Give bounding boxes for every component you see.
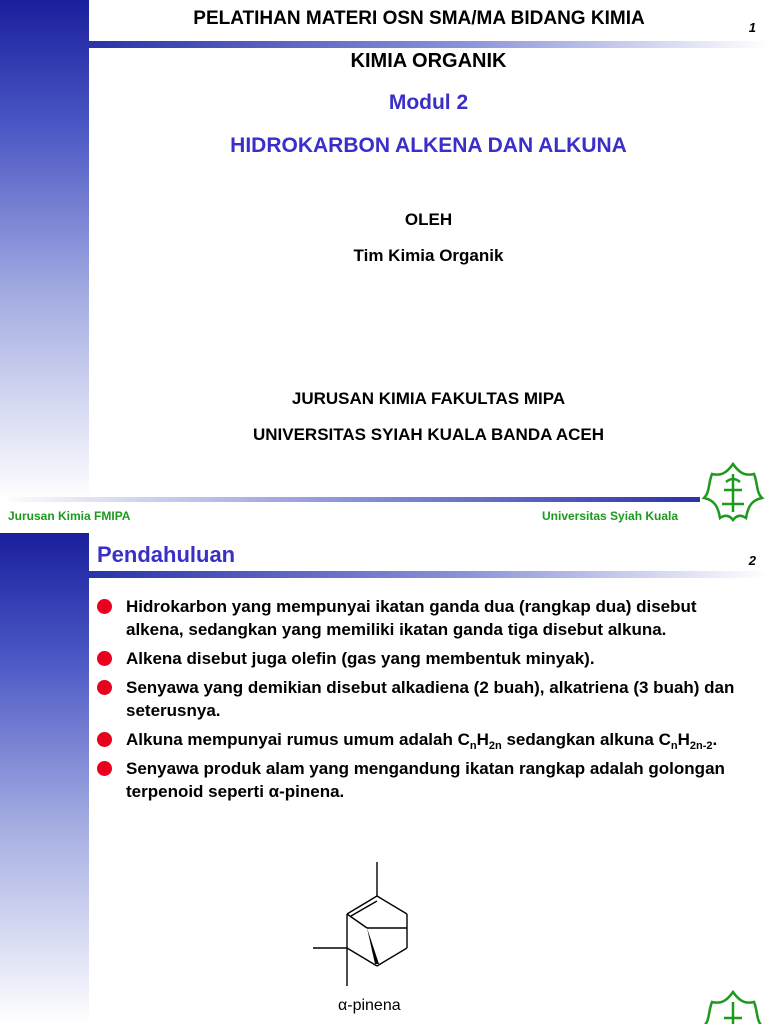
bullet-list [97, 595, 747, 809]
topic-title: HIDROKARBON ALKENA DAN ALKUNA [230, 134, 627, 157]
red-dot-icon [97, 599, 112, 614]
university-emblem-icon [700, 460, 766, 524]
university-name: UNIVERSITAS SYIAH KUALA BANDA ACEH [252, 425, 605, 444]
formula-alkuna: $C_nH_{2n-2}$ [658, 730, 713, 752]
footer-left: Jurusan Kimia FMIPA [8, 509, 131, 523]
slide-number: 2 [748, 553, 756, 568]
university-emblem-icon [700, 988, 766, 1024]
sidebar-gradient [0, 0, 89, 500]
red-dot-icon [97, 651, 112, 666]
list-item: Alkuna mempunyai rumus umum adalah $C_nH_{2n}$ sedangkan alkuna $C_nH_{2n-2}$. [97, 728, 747, 751]
list-item: Senyawa yang demikian disebut alkadiena (2 buah), alkatriena (3 buah) dan seterusnya. [97, 676, 747, 722]
red-dot-icon [97, 761, 112, 776]
top-divider [89, 571, 768, 578]
module-label: Modul 2 [388, 91, 469, 114]
author-name: Tim Kimia Organik [353, 246, 504, 265]
formula-alkena: $C_nH_{2n}$ [457, 730, 502, 752]
list-item: Alkena disebut juga olefin (gas yang membentuk minyak). [97, 647, 747, 670]
sidebar-gradient [0, 533, 89, 1024]
department-name: JURUSAN KIMIA FAKULTAS MIPA [291, 389, 566, 408]
top-divider [89, 41, 768, 48]
footer-right: Universitas Syiah Kuala [542, 509, 679, 523]
slide-number: 1 [748, 20, 756, 35]
list-item: Hidrokarbon yang mempunyai ikatan ganda dua (rangkap dua) disebut alkena, sedangkan yang memiliki ikatan ganda tiga disebut alkuna. [97, 595, 747, 641]
list-item: Senyawa produk alam yang mengandung ikatan rangkap adalah golongan terpenoid seperti α-pinena. [97, 757, 747, 803]
molecule-caption: α-pinena [338, 997, 401, 1014]
slide-header: PELATIHAN MATERI OSN SMA/MA BIDANG KIMIA [193, 8, 645, 29]
slide-title: Pendahuluan [97, 542, 236, 567]
red-dot-icon [97, 732, 112, 747]
slide-2 [0, 533, 768, 1024]
bottom-divider [0, 497, 700, 502]
by-label: OLEH [404, 210, 453, 229]
course-title: KIMIA ORGANIK [350, 50, 507, 72]
red-dot-icon [97, 680, 112, 695]
alpha-pinene-structure-icon [305, 856, 415, 991]
